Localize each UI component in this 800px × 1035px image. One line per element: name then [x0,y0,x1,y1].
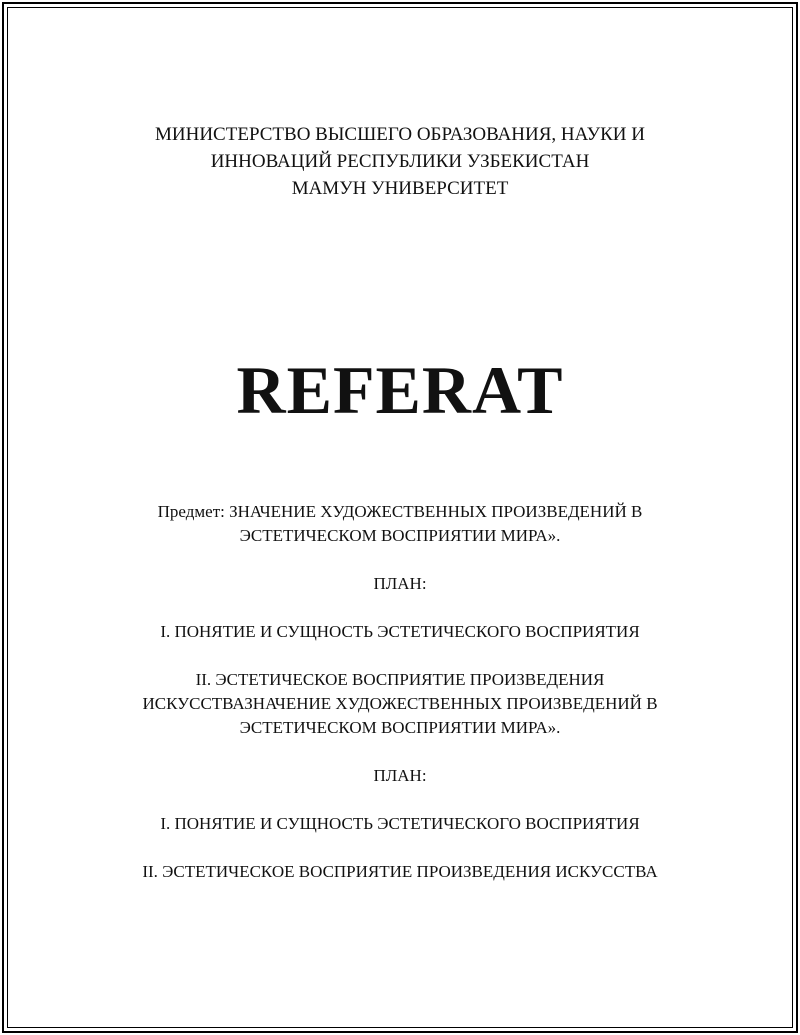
subject-line-1: Предмет: ЗНАЧЕНИЕ ХУДОЖЕСТВЕННЫХ ПРОИЗВЕДЕНИЙ В [157,502,643,521]
plan-item-1b: I. ПОНЯТИЕ И СУЩНОСТЬ ЭСТЕТИЧЕСКОГО ВОСПРИЯТИЯ [160,814,640,833]
university-name: МАМУН УНИВЕРСИТЕТ [291,178,509,199]
institution-header [60,121,740,202]
plan-item-2a-line-3: ЭСТЕТИЧЕСКОМ ВОСПРИЯТИИ МИРА». [239,718,561,737]
plan-label-2: ПЛАН: [373,766,427,785]
ministry-line-1: МИНИСТЕРСТВО ВЫСШЕГО ОБРАЗОВАНИЯ, НАУКИ И [155,124,645,145]
document-body [70,500,730,908]
plan-item-2a-line-1: II. ЭСТЕТИЧЕСКОЕ ВОСПРИЯТИЕ ПРОИЗВЕДЕНИЯ [195,670,605,689]
ministry-line-2: ИННОВАЦИЙ РЕСПУБЛИКИ УЗБЕКИСТАН [210,151,590,172]
document-title: REFERAT [236,352,564,428]
plan-item-2a-line-2: ИСКУССТВАЗНАЧЕНИЕ ХУДОЖЕСТВЕННЫХ ПРОИЗВЕДЕНИЙ В [142,694,658,713]
plan-item-2a [70,668,730,740]
plan-item-2b: II. ЭСТЕТИЧЕСКОЕ ВОСПРИЯТИЕ ПРОИЗВЕДЕНИЯ ИСКУССТВА [142,862,658,881]
subject-line-2: ЭСТЕТИЧЕСКОМ ВОСПРИЯТИИ МИРА». [239,526,561,545]
subject-paragraph [70,500,730,548]
plan-item-1a: I. ПОНЯТИЕ И СУЩНОСТЬ ЭСТЕТИЧЕСКОГО ВОСПРИЯТИЯ [160,622,640,641]
plan-label-1: ПЛАН: [373,574,427,593]
